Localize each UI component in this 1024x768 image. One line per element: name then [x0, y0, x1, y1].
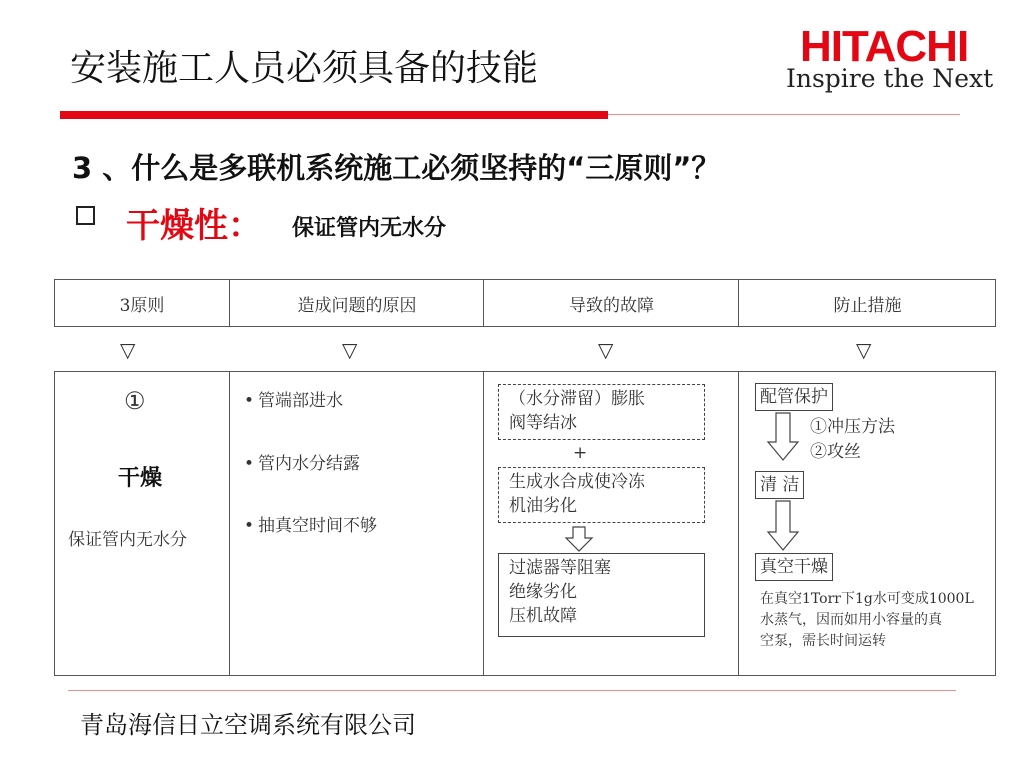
prevention-methods	[810, 415, 895, 465]
footer-divider	[68, 690, 956, 691]
cause-text: 管端部进水	[258, 391, 343, 411]
square-bullet-icon	[76, 206, 95, 225]
fault-line: 机油劣化	[509, 496, 577, 516]
column-divider	[229, 371, 230, 676]
down-arrow-icon	[564, 526, 594, 552]
down-triangle-icon: ▽	[120, 338, 136, 362]
hitachi-logo: HITACHI	[800, 22, 969, 71]
fault-line: 阀等结冰	[509, 413, 577, 433]
fault-box-oil	[498, 467, 705, 523]
down-triangle-icon: ▽	[342, 338, 358, 362]
fault-box-result	[498, 553, 705, 637]
principle-number: ①	[124, 387, 146, 415]
fault-line: 生成水合成使冷冻	[509, 472, 645, 492]
question-heading: 3 、什么是多联机系统施工必须坚持的“三原则”？	[72, 151, 721, 185]
down-triangle-icon: ▽	[856, 338, 872, 362]
bullet-dot: •	[244, 391, 255, 411]
principle-term: 干燥性：	[126, 206, 262, 246]
cause-item	[244, 449, 360, 474]
bullet-dot: •	[244, 516, 255, 536]
cause-item	[244, 386, 343, 411]
logo-tagline: Inspire the Next	[786, 64, 994, 93]
principle-col-description: 保证管内无水分	[68, 530, 187, 550]
fault-line: 过滤器等阻塞	[509, 558, 611, 578]
principle-description: 保证管内无水分	[292, 216, 447, 241]
down-arrow-icon	[766, 412, 800, 462]
company-name: 青岛海信日立空调系统有限公司	[80, 711, 416, 739]
column-divider	[483, 371, 484, 676]
page-title: 安装施工人员必须具备的技能	[70, 48, 539, 89]
fault-box-ice	[498, 384, 705, 440]
prevention-step-clean: 清 洁	[755, 471, 804, 499]
bullet-dot: •	[244, 454, 255, 474]
note-line: 水蒸气，因而如用小容量的真	[760, 612, 942, 628]
note-line: 在真空1Torr下1g水可变成1000L	[760, 591, 974, 607]
method-item: ②攻丝	[810, 442, 861, 462]
header-divider-thin	[608, 114, 960, 115]
vacuum-note	[760, 589, 974, 652]
cause-item	[244, 511, 377, 536]
fault-line: 压机故障	[509, 606, 577, 626]
plus-sign: +	[573, 443, 588, 463]
down-arrow-icon	[766, 500, 800, 552]
prevention-step-pipe-protect: 配管保护	[755, 383, 833, 411]
header-cell-prevention: 防止措施	[738, 279, 996, 327]
header-cell-cause: 造成问题的原因	[229, 279, 484, 327]
cause-text: 管内水分结露	[258, 454, 360, 474]
note-line: 空泵，需长时间运转	[760, 633, 886, 649]
column-divider	[738, 371, 739, 676]
header-cell-fault: 导致的故障	[483, 279, 739, 327]
down-triangle-icon: ▽	[598, 338, 614, 362]
fault-line: （水分滞留）膨胀	[509, 389, 645, 409]
header-divider-thick	[60, 111, 608, 119]
fault-line: 绝缘劣化	[509, 582, 577, 602]
header-cell-principle: 3原则	[119, 295, 165, 316]
prevention-step-vacuum-dry: 真空干燥	[755, 553, 833, 581]
method-item: ①冲压方法	[810, 417, 895, 437]
principle-name: 干燥	[118, 466, 163, 491]
cause-text: 抽真空时间不够	[258, 516, 377, 536]
